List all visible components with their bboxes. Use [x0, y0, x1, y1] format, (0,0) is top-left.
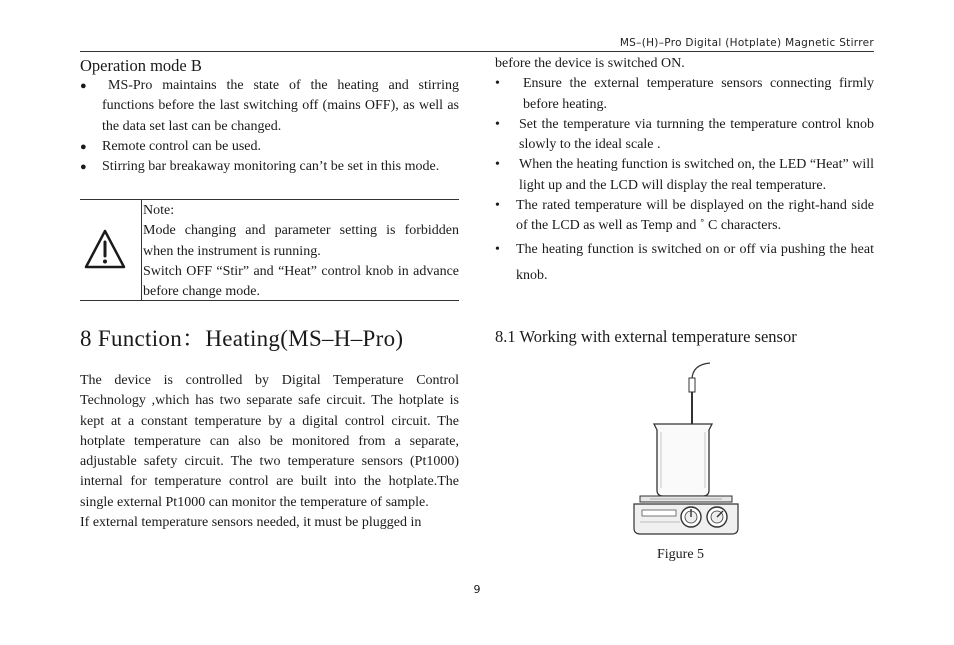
section-title: Operation mode B	[80, 56, 202, 75]
bullet-icon: ●	[80, 161, 87, 174]
bullet-icon: •	[495, 241, 500, 257]
figure-caption: Figure 5	[657, 547, 705, 562]
list-item	[495, 74, 874, 115]
bullet-icon: •	[495, 76, 500, 92]
header-rule	[80, 51, 874, 52]
stirrer-with-sensor-illustration	[630, 362, 742, 536]
list-item	[495, 155, 874, 196]
bullet-text: Set the temperature via turnning the temperature control knob slowly to the ideal scale .	[519, 116, 874, 153]
bullet-icon: ●	[80, 80, 87, 92]
list-item	[80, 76, 459, 137]
right-column	[495, 54, 874, 289]
list-item	[495, 196, 874, 237]
bullet-text: Ensure the external temperature sensors connecting firmly before heating.	[523, 76, 874, 112]
note-line: Mode changing and parameter setting is forbidden when the instrument is running.	[143, 223, 459, 259]
bullet-icon: •	[495, 157, 500, 173]
warning-icon	[84, 228, 126, 270]
bullet-text: The heating function is switched on or off via pushing the heat knob.	[516, 241, 874, 283]
body-paragraph: before the device is switched ON.	[495, 56, 685, 71]
page-header: MS–(H)–Pro Digital (Hotplate) Magnetic Stirrer	[619, 37, 874, 49]
list-item	[80, 137, 459, 157]
list-item	[495, 237, 874, 289]
bullet-text: When the heating function is switched on, the LED “Heat” will light up and the LCD will display the real temperature.	[519, 157, 874, 193]
body-paragraph: If external temperature sensors needed, it must be plugged in	[80, 515, 422, 531]
subsection-heading: 8.1 Working with external temperature sensor	[495, 327, 797, 346]
bullet-text: Stirring bar breakaway monitoring can’t be set in this mode.	[102, 159, 440, 175]
bullet-text: Remote control can be used.	[102, 138, 262, 154]
note-divider	[141, 200, 142, 300]
bullet-icon: ●	[80, 140, 87, 153]
bullet-icon: •	[495, 198, 500, 214]
note-label: Note:	[143, 203, 175, 218]
page-number: 9	[473, 583, 481, 596]
list-item	[80, 157, 459, 177]
bullet-icon: •	[495, 116, 500, 132]
left-column-top	[80, 56, 459, 177]
bullet-text: The rated temperature will be displayed on the right-hand side of the LCD as well as Temp and ˚ C characters.	[516, 198, 874, 234]
note-text	[143, 201, 459, 302]
list-item	[495, 115, 874, 156]
bullet-text: MS-Pro maintains the state of the heating and stirring functions before the last switching off (mains OFF), as well as the data set last can be changed.	[102, 78, 459, 134]
chapter-heading: 8 Function：Heating(MS–H–Pro)	[80, 326, 404, 351]
note-line: Switch OFF “Stir” and “Heat” control knob in advance before change mode.	[143, 263, 459, 300]
note-box	[80, 199, 459, 301]
body-paragraph: The device is controlled by Digital Temperature Control Technology ,which has two separate safe circuit. The hotplate is kept at a constant temperature by a digital control circuit. The hotplate temperature can also be monitored from a separate, adjustable safety circuit. The two temperature sensors (Pt1000) internal for temperature control are built into the hotplate.The single external Pt1000 can monitor the temperature of sample.	[80, 373, 459, 510]
left-column-body	[80, 371, 459, 533]
